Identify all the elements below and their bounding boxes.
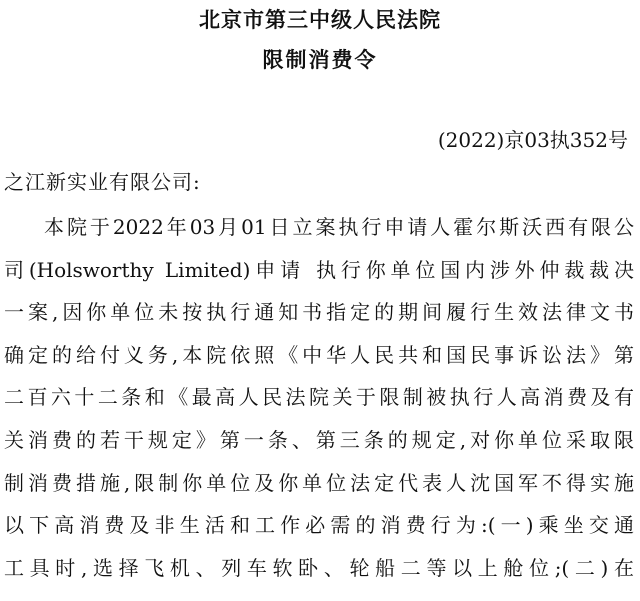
body-line: 二百六十二条和《最高人民法院关于限制被执行人高消费及有 [4, 385, 634, 410]
body-line: 工具时,选择飞机、列车软卧、轮船二等以上舱位;(二)在 [4, 555, 634, 580]
document-body [4, 206, 634, 589]
addressee: 之江新实业有限公司: [4, 170, 201, 194]
document-title: 限制消费令 [262, 48, 378, 72]
body-line: 本院于2022年03月01日立案执行申请人霍尔斯沃西有限公 [44, 215, 634, 239]
court-name: 北京市第三中级人民法院 [199, 8, 441, 32]
body-line: 制消费措施,限制你单位及你单位法定代表人沈国军不得实施 [4, 470, 634, 495]
body-line: 关消费的若干规定》第一条、第三条的规定,对你单位采取限 [4, 427, 634, 452]
body-line: 一案,因你单位未按执行通知书指定的期间履行生效法律文书 [4, 300, 634, 325]
body-line: 司(Holsworthy Limited)申请 执行你单位国内涉外仲裁裁决 [4, 257, 634, 282]
body-line: 确定的给付义务,本院依照《中华人民共和国民事诉讼法》第 [4, 342, 634, 367]
body-line: 以下高消费及非生活和工作必需的消费行为:(一)乘坐交通 [4, 513, 634, 538]
case-number: (2022)京03执352号 [437, 128, 628, 152]
